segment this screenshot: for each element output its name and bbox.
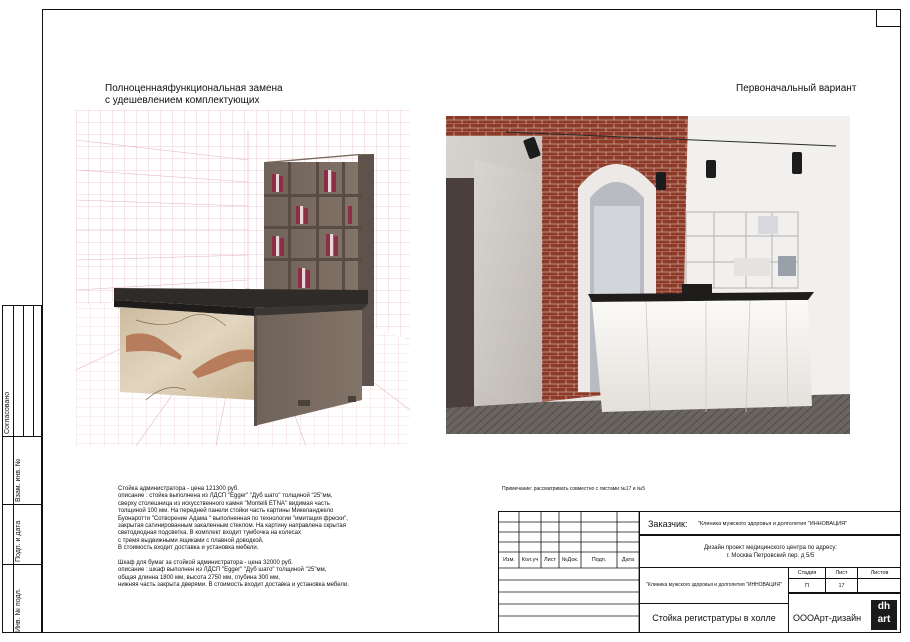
inv-original-label: Инв. № подл.	[15, 588, 22, 632]
col-header: Дата	[621, 557, 635, 563]
company-name: ОООАрт-дизайн	[793, 613, 862, 623]
project-cell	[639, 535, 901, 567]
strip-divider	[33, 306, 34, 436]
strip-divider	[3, 436, 41, 437]
glowing-counter	[588, 284, 814, 412]
company-logo: dh art	[871, 600, 897, 630]
customer-label: Заказчик:	[648, 519, 688, 529]
sheet-corner-box	[876, 9, 901, 27]
sheet-label: Лист	[825, 567, 857, 579]
customer-cell	[639, 511, 901, 535]
org-cell	[639, 567, 789, 603]
col-header: Подп.	[591, 557, 607, 563]
sheet-value: 17	[825, 579, 857, 593]
revision-grid	[499, 512, 639, 632]
drawing-title-cell	[639, 603, 789, 633]
strip-divider	[23, 306, 24, 436]
left-view-title: Полноценнаяфункциональная замена с удешевлением комплектующих	[105, 83, 283, 106]
col-header: Кол.уч	[521, 557, 539, 563]
proposal-render	[76, 110, 410, 446]
sheets-label: Листов	[857, 567, 901, 579]
furniture-description: Стойка администратора - цена 121300 руб. описание : стойка выполнена из ЛДСП "Egger" "Дуб шато" толщиной "25"мм, сверху столешница из искусственного камня "Montelli ETNA" видимая часть толщиной 100 мм. На передней панели стойки часть картины Микеланджело Буонаротти "Сотворение Адама " выполненная по технологии "имитация фрески", закрытая сатинированным закаленным стеклом. На картину направлена скрытая светодиодная подсветка. В комплект входит тумбочка на колесах с тремя выдвижными ящиками с плавной доводкой. В стоимость входит доставка и установка мебели. Шкаф для бумаг за стойкой администратора - цена 32000 руб. описание : шкаф выполнен из ЛДСП "Egger" "Дуб шато" толщиной "25"мм, общая длинна 1800 мм, высота 2750 мм, глубина 300 мм, нижняя часть закрыта дверями. В стоимость входит доставка и установка мебели.	[118, 486, 349, 589]
strip-divider	[3, 564, 41, 565]
stage-value: П	[789, 579, 825, 593]
company-cell	[789, 593, 901, 633]
col-header: №Док.	[561, 557, 579, 563]
original-render	[446, 116, 850, 434]
org-name: "Клиника мужского здоровья и долголетия "ИННОВАЦИЯ"	[646, 582, 782, 588]
replaced-inv-label: Взам. инв. №	[15, 458, 22, 502]
sheets-value	[857, 579, 901, 593]
col-header: Лист	[544, 557, 556, 563]
customer-value: "Клиника мужского здоровья и долголетия "ИННОВАЦИЯ"	[698, 521, 848, 527]
project-line2: г. Москва Петровский пер. д 5/5	[726, 553, 815, 559]
agreed-label: Согласовано	[4, 391, 11, 434]
project-line1: Дизайн проект медицинского центра по адресу:	[703, 545, 838, 551]
title-block	[498, 511, 901, 633]
sign-date-label: Подп. и дата	[15, 520, 22, 562]
strip-divider	[13, 306, 14, 632]
strip-divider	[3, 504, 41, 505]
stage-label: Стадия	[789, 567, 825, 579]
drawing-title: Стойка регистратуры в холле	[652, 613, 776, 623]
right-view-title: Первоначальный вариант	[736, 83, 857, 94]
col-header: Изм.	[503, 557, 515, 563]
side-approval-strip	[2, 305, 42, 633]
sheet-note: Примечание: рассматривать совместно с листами №17 и №5	[502, 486, 646, 492]
